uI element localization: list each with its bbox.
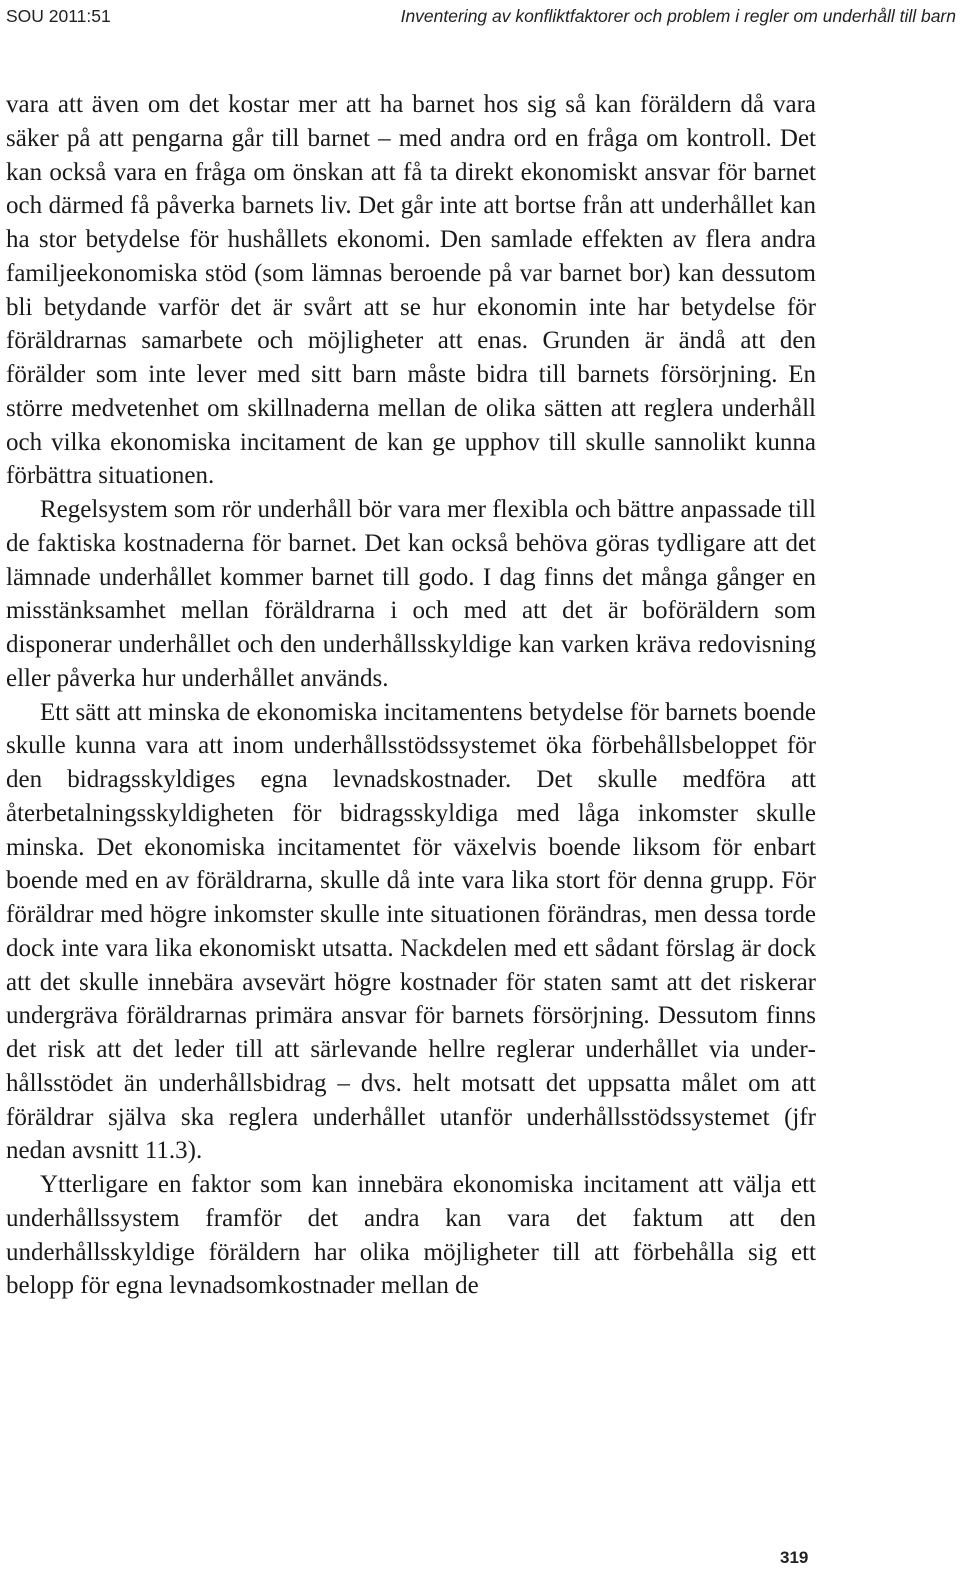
paragraph-4: Ytterligare en faktor som kan innebära ekonomiska incitament att välja ett underhållssystem framför det andra kan vara det faktum att den underhållsskyldige föräldern har olika möjligheter till att förbehålla sig ett belopp för egna levnadsomkostnader mellan de <box>6 1171 816 1300</box>
paragraph-1: vara att även om det kostar mer att ha barnet hos sig så kan föräldern då vara säker på att pengarna går till barnet – med andra ord en fråga om kontroll. Det kan också vara en fråga om önskan att få ta direkt ekonomiskt ansvar för barnet och därmed få påverka barnets liv. Det går inte att bortse från att underhållet kan ha stor betydelse för hushållets ekonomi. Den samlade effekten av flera andra familjeekonomiska stöd (som lämnas beroende på var barnet bor) kan dessutom bli betydande varför det är svårt att se hur ekonomin inte har betydelse för föräldrarnas samarbete och möjligheter att enas. Grunden är ändå att den förälder som inte lever med sitt barn måste bidra till barnets försörjning. En större medvetenhet om skillnaderna mellan de olika sätten att reglera underhåll och vilka ekonomiska incitament de kan ge upphov till skulle sannolikt kunna förbättra situationen. <box>6 91 816 490</box>
paragraph-3: Ett sätt att minska de ekonomiska incitamentens betydelse för barnets boende skulle kunna vara att inom underhållsstödssystemet öka förbehållsbeloppet för den bidragsskyldiges egna levnadskostnader. Det skulle medföra att återbetalningsskyldigheten för bidragsskyldiga med låga inkomster skulle minska. Det ekonomiska incitamentet för växelvis boende liksom för enbart boende med en av föräldrarna, skulle då inte vara lika stort för denna grupp. För föräldrar med högre inkomster skulle inte situationen förändras, men dessa torde dock inte vara lika ekonomiskt utsatta. Nackdelen med ett sådant förslag är dock att det skulle innebära avsevärt högre kostnader för staten samt att det riskerar undergräva föräldrarnas primära ansvar för barnets försörjning. Dessutom finns det risk att det leder till att särlevande hellre reglerar underhållet via underhållsstödet än underhållsbidrag – dvs. helt motsatt det uppsatta målet om att föräldrar själva ska reglera underhållet utanför underhållsstödssystemet (jfr nedan avsnitt 11.3). <box>6 698 816 1165</box>
report-id: SOU 2011:51 <box>6 6 111 26</box>
paragraph-2: Regelsystem som rör underhåll bör vara mer flexibla och bättre anpassade till de faktiska kostnaderna för barnet. Det kan också behöva göras tydligare att det lämnade underhållet kommer barnet till godo. I dag finns det många gånger en misstänksamhet mellan föräldrarna i och med att det är boföräldern som disponerar underhållet och den underhållsskyldige kan varken kräva redovisning eller påverka hur underhållet används. <box>6 496 816 692</box>
chapter-title: Inventering av konfliktfaktorer och problem i regler om underhåll till barn <box>400 6 956 26</box>
page-number: 319 <box>780 1548 809 1567</box>
body-text <box>6 88 816 1303</box>
page-header <box>6 6 956 30</box>
